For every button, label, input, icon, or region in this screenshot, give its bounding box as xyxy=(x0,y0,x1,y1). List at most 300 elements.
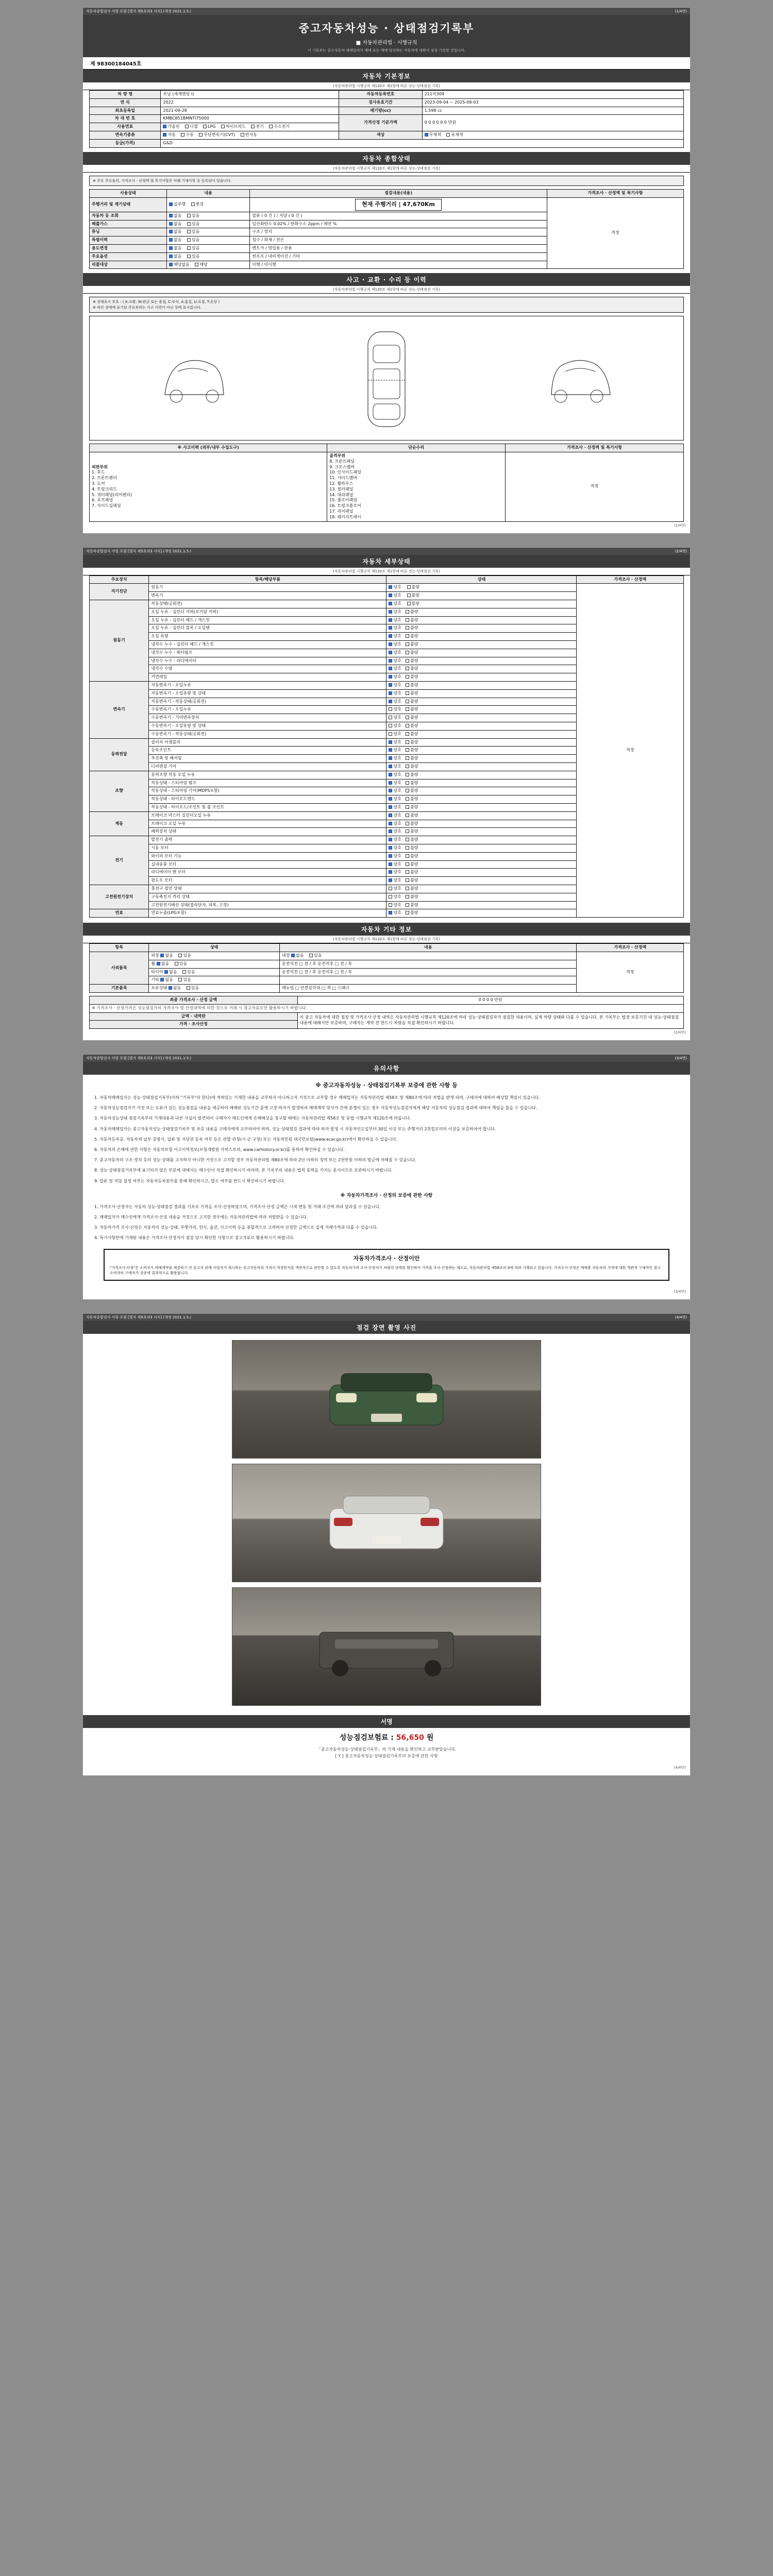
status-option[interactable] xyxy=(389,732,401,737)
state-option[interactable] xyxy=(187,238,199,243)
table-header-row xyxy=(90,190,684,198)
color-option[interactable] xyxy=(425,132,441,138)
inspection-fee-label: 성능점검보험료 : xyxy=(339,1733,394,1742)
state-option[interactable] xyxy=(169,202,186,208)
checkbox-icon[interactable] xyxy=(406,846,409,850)
checkbox-icon[interactable] xyxy=(406,716,409,719)
status-option[interactable] xyxy=(389,805,401,810)
status-option[interactable] xyxy=(406,691,418,697)
checkbox-icon[interactable] xyxy=(160,978,164,981)
status-option[interactable] xyxy=(406,805,418,810)
checkbox-icon[interactable] xyxy=(406,634,409,638)
status-option[interactable] xyxy=(406,618,418,623)
checkbox-icon[interactable] xyxy=(406,829,409,833)
status-option[interactable] xyxy=(389,634,401,639)
status-option[interactable] xyxy=(389,886,401,892)
item-label: 원동기 xyxy=(149,584,386,592)
fuel-option[interactable] xyxy=(221,124,246,130)
checkbox-icon[interactable] xyxy=(406,895,409,899)
status-option[interactable] xyxy=(406,699,418,705)
checkbox-icon[interactable] xyxy=(160,954,164,957)
status-option-label: 불량 xyxy=(410,617,418,622)
checkbox-icon[interactable] xyxy=(169,263,173,266)
transmission-option[interactable] xyxy=(241,132,257,138)
checkbox-icon[interactable] xyxy=(406,765,409,768)
checkbox-icon[interactable] xyxy=(406,700,409,703)
checkbox-icon[interactable] xyxy=(203,125,207,128)
checkbox-icon[interactable] xyxy=(389,822,392,825)
status-option[interactable] xyxy=(389,748,401,753)
checkbox-icon[interactable] xyxy=(406,683,409,687)
status-option[interactable] xyxy=(389,870,401,875)
status-option[interactable] xyxy=(406,829,418,835)
state-option[interactable] xyxy=(169,246,181,251)
other-option[interactable] xyxy=(309,953,322,959)
status-option-label: 양호 xyxy=(393,690,401,696)
status-option[interactable] xyxy=(406,625,418,631)
checkbox-icon[interactable] xyxy=(389,651,392,654)
status-option-label: 불량 xyxy=(410,634,418,639)
status-option[interactable] xyxy=(406,894,418,900)
other-row-etc-detail xyxy=(279,976,577,985)
status-option[interactable] xyxy=(406,903,418,908)
status-option[interactable] xyxy=(406,650,418,656)
status-option-label: 불량 xyxy=(410,650,418,655)
status-option[interactable] xyxy=(406,748,418,753)
checkbox-icon[interactable] xyxy=(406,789,409,792)
sheet-1-top-strip xyxy=(83,8,690,15)
checkbox-icon[interactable] xyxy=(389,634,392,638)
checkbox-icon[interactable] xyxy=(406,838,409,841)
status-option[interactable] xyxy=(389,585,401,590)
checkbox-icon[interactable] xyxy=(389,838,392,841)
table-row xyxy=(90,131,684,139)
checkbox-icon[interactable] xyxy=(389,683,392,687)
status-option[interactable] xyxy=(406,796,418,802)
checkbox-icon[interactable] xyxy=(389,765,392,768)
table-row xyxy=(90,996,684,1004)
checkbox-icon[interactable] xyxy=(406,887,409,890)
status-option[interactable] xyxy=(406,813,418,819)
checkbox-icon[interactable] xyxy=(389,789,392,792)
page-mark: (3/4면) xyxy=(675,1056,687,1061)
other-option[interactable] xyxy=(157,961,169,967)
section-basic-info-sub: (자동차관리법 시행규칙 제120조 제1항에 따른 성능·상태점검 기록) xyxy=(83,82,690,90)
checkbox-icon[interactable] xyxy=(406,740,409,744)
checkbox-icon[interactable] xyxy=(169,214,173,217)
checkbox-icon[interactable] xyxy=(389,805,392,809)
transmission-option-label: 반자동 xyxy=(245,132,257,137)
checkbox-icon[interactable] xyxy=(389,748,392,752)
checkbox-icon[interactable] xyxy=(389,691,392,695)
status-option[interactable] xyxy=(389,601,401,607)
status-option[interactable] xyxy=(389,756,401,761)
state-option[interactable] xyxy=(187,229,199,235)
status-option[interactable] xyxy=(389,854,401,859)
state-option[interactable] xyxy=(169,254,181,260)
state-option[interactable] xyxy=(169,238,181,243)
group-label-steering: 조향 xyxy=(90,771,149,811)
checkbox-icon[interactable] xyxy=(406,651,409,654)
status-option[interactable] xyxy=(406,886,418,892)
other-option[interactable] xyxy=(291,953,304,959)
checkbox-icon[interactable] xyxy=(221,125,225,128)
car-diagram-figures xyxy=(93,319,680,437)
checkbox-icon[interactable] xyxy=(406,805,409,809)
fuel-option[interactable] xyxy=(269,124,290,130)
state-option[interactable] xyxy=(187,213,199,219)
checkbox-icon[interactable] xyxy=(406,748,409,752)
checkbox-icon[interactable] xyxy=(389,781,392,785)
status-option[interactable] xyxy=(406,854,418,859)
checkbox-icon[interactable] xyxy=(389,829,392,833)
other-option[interactable] xyxy=(169,986,181,991)
checkbox-icon[interactable] xyxy=(164,970,168,974)
status-option[interactable] xyxy=(389,715,401,721)
checkbox-icon[interactable] xyxy=(389,903,392,907)
checkbox-icon[interactable] xyxy=(389,773,392,776)
checkbox-icon[interactable] xyxy=(187,230,191,233)
status-option[interactable] xyxy=(389,813,401,819)
status-option[interactable] xyxy=(406,723,418,729)
checkbox-icon[interactable] xyxy=(446,133,450,137)
checkbox-icon[interactable] xyxy=(406,642,409,646)
status-option[interactable] xyxy=(406,870,418,875)
status-option[interactable] xyxy=(389,878,401,884)
signature-footer-line-2: [ Y ] 중고자동차성능·상태점검기록부의 보증에 관한 사항 xyxy=(335,1753,438,1758)
other-option[interactable] xyxy=(160,953,173,959)
checkbox-icon[interactable] xyxy=(199,133,203,137)
status-option[interactable] xyxy=(389,837,401,843)
status-option[interactable] xyxy=(389,796,401,802)
checkbox-icon[interactable] xyxy=(425,133,428,137)
other-option[interactable] xyxy=(178,953,191,959)
item-label: 오일 누유 - 실린더 블록 / 오일팬 xyxy=(149,624,386,633)
state-option[interactable] xyxy=(169,222,181,227)
checkbox-icon[interactable] xyxy=(157,962,160,965)
checkbox-icon[interactable] xyxy=(291,954,295,957)
state-option[interactable] xyxy=(187,222,199,227)
status-option[interactable] xyxy=(406,756,418,761)
row-label-recall: 리콜대상 xyxy=(90,261,167,269)
status-option-label: 양호 xyxy=(393,812,401,818)
checkbox-icon[interactable] xyxy=(163,125,166,128)
state-option-label: 실주행 xyxy=(173,201,186,207)
checkbox-icon[interactable] xyxy=(389,862,392,866)
checkbox-icon[interactable] xyxy=(309,954,313,957)
state-option[interactable] xyxy=(195,262,207,268)
checkbox-icon[interactable] xyxy=(187,986,190,990)
state-option[interactable] xyxy=(169,213,181,219)
status-option[interactable] xyxy=(406,658,418,664)
status-option[interactable] xyxy=(406,772,418,778)
transmission-option[interactable] xyxy=(181,132,193,138)
checkbox-icon[interactable] xyxy=(169,246,173,250)
status-option[interactable] xyxy=(406,707,418,713)
notice-paragraph: 1. 자동차매매업자는 성능·상태점검기록부(이하 "기록부"라 한다)에 적혀있는 기재한 내용을 교부하지 아니하고자 거짓으로 교부할 경우 매매업자는 자동차관리법 제58조 및 제80조에 따라 처벌을 받게 되며, 구매자에 대하여 배상할 책임이 있습니다. xyxy=(94,1095,540,1100)
checkbox-icon[interactable] xyxy=(178,978,182,981)
item-label: 작동상태 - 타이로드엔드 xyxy=(149,795,386,804)
fuel-option[interactable] xyxy=(203,124,215,130)
checkbox-icon[interactable] xyxy=(406,626,409,630)
item-label: 윈도우 모터 xyxy=(149,877,386,885)
checkbox-icon[interactable] xyxy=(187,255,191,258)
checkbox-icon[interactable] xyxy=(389,659,392,663)
transmission-option[interactable] xyxy=(163,132,175,138)
car-top-diagram xyxy=(356,323,417,436)
transmission-option[interactable] xyxy=(199,132,235,138)
checkbox-icon[interactable] xyxy=(187,238,191,242)
status-option-label: 양호 xyxy=(393,821,401,826)
doc-note: 이 기록부는 중고자동차 매매업자가 매매 또는 매매 알선하는 자동차에 대하여 점검·기록한 것입니다. xyxy=(307,48,466,53)
section-other-info-bar: 자동차 기타 정보 xyxy=(83,923,690,936)
checkbox-icon[interactable] xyxy=(389,585,392,589)
checkbox-icon[interactable] xyxy=(407,594,411,597)
status-option[interactable] xyxy=(406,715,418,721)
checkbox-icon[interactable] xyxy=(389,716,392,719)
checkbox-icon[interactable] xyxy=(191,202,195,206)
item-status xyxy=(386,901,577,909)
other-option[interactable] xyxy=(187,986,199,991)
status-option[interactable] xyxy=(407,585,419,590)
checkbox-icon[interactable] xyxy=(406,878,409,882)
item-label: 구동축전지 격리 상태 xyxy=(149,893,386,901)
status-option[interactable] xyxy=(389,691,401,697)
checkbox-icon[interactable] xyxy=(406,814,409,817)
status-option[interactable] xyxy=(406,674,418,680)
checkbox-icon[interactable] xyxy=(389,878,392,882)
status-option[interactable] xyxy=(406,878,418,884)
checkbox-icon[interactable] xyxy=(406,675,409,679)
state-option[interactable] xyxy=(169,229,181,235)
status-option[interactable] xyxy=(389,829,401,835)
checkbox-icon[interactable] xyxy=(389,911,392,914)
status-option[interactable] xyxy=(389,625,401,631)
checkbox-icon[interactable] xyxy=(389,667,392,670)
fuel-option[interactable] xyxy=(185,124,197,130)
checkbox-icon[interactable] xyxy=(389,797,392,801)
status-option[interactable] xyxy=(406,837,418,843)
status-option-label: 불량 xyxy=(411,585,419,590)
frame-part-item: 10. 인사이드패널 xyxy=(329,470,361,475)
group-label-basic-items: 기본품목 xyxy=(90,985,149,993)
status-option[interactable] xyxy=(389,699,401,705)
status-option[interactable] xyxy=(389,910,401,916)
status-option[interactable] xyxy=(389,618,401,623)
checkbox-icon[interactable] xyxy=(389,642,392,646)
status-option[interactable] xyxy=(389,707,401,713)
status-option[interactable] xyxy=(406,821,418,827)
status-option[interactable] xyxy=(406,788,418,794)
state-option[interactable] xyxy=(187,254,199,260)
checkbox-icon[interactable] xyxy=(187,246,191,250)
checkbox-icon[interactable] xyxy=(163,133,166,137)
checkbox-icon[interactable] xyxy=(389,814,392,817)
checkbox-icon[interactable] xyxy=(182,970,186,974)
status-option[interactable] xyxy=(389,845,401,851)
status-option-label: 양호 xyxy=(393,707,401,712)
status-option[interactable] xyxy=(406,683,418,688)
damage-diagram xyxy=(89,316,684,440)
checkbox-icon[interactable] xyxy=(389,700,392,703)
status-option[interactable] xyxy=(407,601,419,607)
state-option[interactable] xyxy=(169,262,190,268)
checkbox-icon[interactable] xyxy=(406,618,409,622)
checkbox-icon[interactable] xyxy=(389,724,392,727)
status-option-label: 양호 xyxy=(393,902,401,907)
checkbox-icon[interactable] xyxy=(389,870,392,874)
status-option[interactable] xyxy=(389,764,401,770)
color-option[interactable] xyxy=(446,132,463,138)
status-option-label: 불량 xyxy=(410,731,418,736)
other-row-wheel-detail: 운전석전 □ 전 / 후 운전석후 □ 전 / 후 xyxy=(279,960,577,968)
checkbox-icon[interactable] xyxy=(241,133,244,137)
other-option[interactable] xyxy=(178,977,191,983)
checkbox-icon[interactable] xyxy=(407,585,411,589)
status-option[interactable] xyxy=(406,764,418,770)
status-option[interactable] xyxy=(389,593,401,599)
checkbox-icon[interactable] xyxy=(406,797,409,801)
state-option-label: 없음 xyxy=(173,229,182,234)
checkbox-icon[interactable] xyxy=(389,887,392,890)
checkbox-icon[interactable] xyxy=(406,610,409,614)
checkbox-icon[interactable] xyxy=(169,230,173,233)
checkbox-icon[interactable] xyxy=(389,594,392,597)
checkbox-icon[interactable] xyxy=(389,602,392,605)
checkbox-icon[interactable] xyxy=(169,222,173,226)
status-option[interactable] xyxy=(389,894,401,900)
table-row xyxy=(90,139,684,147)
price-digit: 0 xyxy=(440,120,443,125)
status-option[interactable] xyxy=(389,609,401,615)
status-option[interactable] xyxy=(389,903,401,908)
label-fuel: 사용연료 xyxy=(90,123,161,131)
checkbox-icon[interactable] xyxy=(389,618,392,622)
table-row xyxy=(90,584,684,592)
checkbox-icon[interactable] xyxy=(406,732,409,736)
state-option[interactable] xyxy=(191,202,204,208)
status-option[interactable] xyxy=(389,683,401,688)
checkbox-icon[interactable] xyxy=(185,125,189,128)
status-option[interactable] xyxy=(406,634,418,639)
checkbox-icon[interactable] xyxy=(406,911,409,914)
status-option[interactable] xyxy=(406,845,418,851)
fuel-option[interactable] xyxy=(163,124,179,130)
price-detail-label-1: 금액 · 내역란 xyxy=(90,1012,298,1021)
checkbox-icon[interactable] xyxy=(406,707,409,711)
checkbox-icon[interactable] xyxy=(389,610,392,614)
frame-part-item: 16. 트렁크플로어 xyxy=(329,503,361,509)
status-option[interactable] xyxy=(389,658,401,664)
checkbox-icon[interactable] xyxy=(175,962,178,965)
checkbox-icon[interactable] xyxy=(181,133,184,137)
status-option[interactable] xyxy=(389,772,401,778)
checkbox-icon[interactable] xyxy=(406,773,409,776)
status-option[interactable] xyxy=(389,650,401,656)
checkbox-icon[interactable] xyxy=(389,846,392,850)
other-option[interactable] xyxy=(182,970,195,975)
status-option[interactable] xyxy=(406,862,418,868)
checkbox-icon[interactable] xyxy=(251,125,255,128)
checkbox-icon[interactable] xyxy=(169,238,173,242)
status-option[interactable] xyxy=(406,666,418,672)
status-option[interactable] xyxy=(389,674,401,680)
checkbox-icon[interactable] xyxy=(406,862,409,866)
status-option[interactable] xyxy=(406,781,418,786)
label-model-year: 연 식 xyxy=(90,98,161,107)
other-option[interactable] xyxy=(175,961,187,967)
checkbox-icon[interactable] xyxy=(406,854,409,858)
checkbox-icon[interactable] xyxy=(389,675,392,679)
checkbox-icon[interactable] xyxy=(406,756,409,760)
status-option[interactable] xyxy=(406,740,418,745)
checkbox-icon[interactable] xyxy=(169,255,173,258)
status-option[interactable] xyxy=(389,781,401,786)
checkbox-icon[interactable] xyxy=(406,870,409,874)
status-option[interactable] xyxy=(389,788,401,794)
outer-part-item: 7. 사이드실패널 xyxy=(92,503,121,509)
checkbox-icon[interactable] xyxy=(406,724,409,727)
other-option[interactable] xyxy=(160,977,173,983)
checkbox-icon[interactable] xyxy=(169,986,172,990)
status-option[interactable] xyxy=(406,642,418,648)
checkbox-icon[interactable] xyxy=(389,707,392,711)
status-option-label: 불량 xyxy=(410,723,418,728)
checkbox-icon[interactable] xyxy=(406,781,409,785)
checkbox-icon[interactable] xyxy=(269,125,273,128)
checkbox-icon[interactable] xyxy=(195,263,198,266)
status-option[interactable] xyxy=(406,910,418,916)
checkbox-icon[interactable] xyxy=(389,756,392,760)
value-inspection-period: 2023-09-04 ~ 2025-09-03 xyxy=(422,98,683,107)
checkbox-icon[interactable] xyxy=(406,659,409,663)
checkbox-icon[interactable] xyxy=(389,854,392,858)
item-status xyxy=(386,665,577,673)
frame-part-item: 18. 패키지트레이 xyxy=(329,514,361,519)
price-digit: 0 xyxy=(432,120,435,125)
checkbox-icon[interactable] xyxy=(187,214,191,217)
item-status xyxy=(386,787,577,795)
checkbox-icon[interactable] xyxy=(406,667,409,670)
status-option[interactable] xyxy=(389,821,401,827)
status-option[interactable] xyxy=(389,666,401,672)
inspection-photo-rear xyxy=(232,1464,541,1582)
status-option[interactable] xyxy=(389,862,401,868)
status-option[interactable] xyxy=(389,642,401,648)
checkbox-icon[interactable] xyxy=(178,954,182,957)
checkbox-icon[interactable] xyxy=(389,626,392,630)
checkbox-icon[interactable] xyxy=(406,822,409,825)
checkbox-icon[interactable] xyxy=(169,202,173,206)
status-option[interactable] xyxy=(389,740,401,745)
checkbox-icon[interactable] xyxy=(406,903,409,907)
checkbox-icon[interactable] xyxy=(389,732,392,736)
other-option[interactable] xyxy=(164,970,177,975)
checkbox-icon[interactable] xyxy=(187,222,191,226)
status-option[interactable] xyxy=(406,732,418,737)
status-option[interactable] xyxy=(389,723,401,729)
checkbox-icon[interactable] xyxy=(389,895,392,899)
state-option[interactable] xyxy=(187,246,199,251)
status-option[interactable] xyxy=(406,609,418,615)
section-accident-bar: 사고 · 교환 · 수리 등 이력 xyxy=(83,273,690,286)
status-option[interactable] xyxy=(407,593,419,599)
checkbox-icon[interactable] xyxy=(407,602,411,605)
checkbox-icon[interactable] xyxy=(406,691,409,695)
checkbox-icon[interactable] xyxy=(389,740,392,744)
other-row-basic-detail: 매뉴얼 □ 안전삼각대 □ 잭 □ 스패너 xyxy=(279,985,577,993)
fuel-option[interactable] xyxy=(251,124,263,130)
